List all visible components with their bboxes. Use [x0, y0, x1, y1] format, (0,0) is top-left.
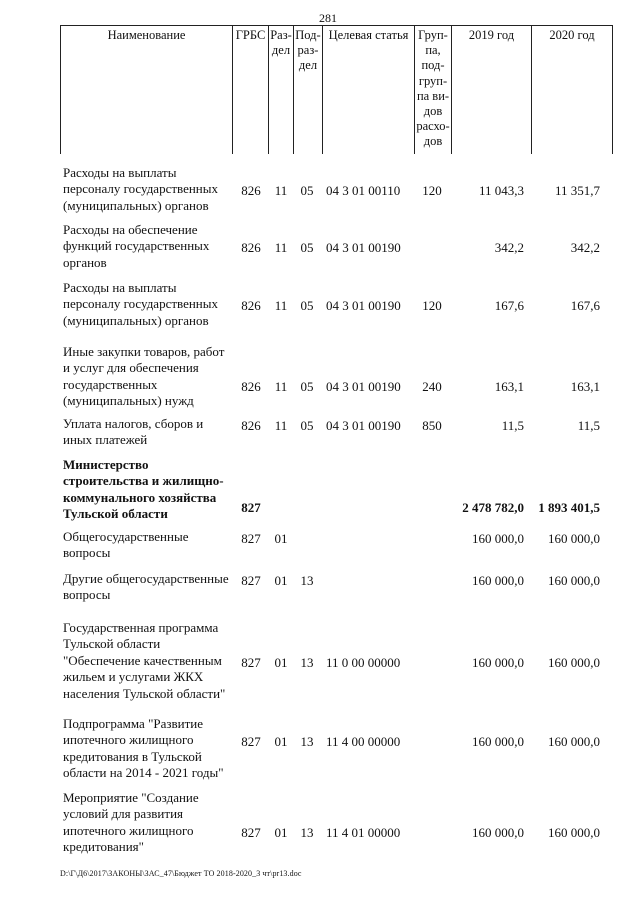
header-2019: 2019 год: [451, 26, 531, 154]
row-name-line: области на 2014 - 2021 годы": [63, 765, 224, 781]
row-name: [63, 222, 238, 271]
header-name: Наименование: [60, 26, 232, 154]
group-cell: 120: [422, 298, 442, 314]
razdel-cell: 01: [274, 573, 288, 588]
row-name-line: (муниципальных) органов: [63, 312, 209, 328]
group-cell: 240: [422, 378, 442, 394]
target-article-cell: 04 3 01 00190: [326, 418, 401, 433]
target-article-cell: 11 0 00 00000: [326, 654, 401, 670]
row-name-line: условий для развития: [63, 806, 184, 822]
podrazdel-cell: 05: [300, 378, 314, 394]
podrazdel-cell: 13: [300, 573, 314, 588]
row-name: [63, 716, 238, 782]
row-name-line: Тульской области: [63, 506, 168, 522]
value-2020-cell: 167,6: [570, 298, 600, 314]
header-group-line: груп-: [418, 73, 448, 88]
row-name-line: иных платежей: [63, 432, 148, 448]
row-name-line: Государственная программа: [63, 620, 219, 635]
value-2019-cell: 11,5: [501, 418, 524, 433]
grbs-cell: 826: [241, 298, 261, 314]
value-2020-cell: 160 000,0: [548, 573, 600, 588]
header-group-line: па ви-: [416, 88, 450, 103]
header-podrazdel-line: дел: [298, 58, 318, 73]
header-group-line: Груп-: [418, 28, 448, 42]
value-2020-cell: 163,1: [570, 378, 600, 394]
target-article-cell: 11 4 00 00000: [326, 734, 401, 750]
header-group-line: па,: [425, 43, 441, 58]
row-name-line: функций государственных: [63, 238, 210, 254]
header-razdel-line: Раз-: [270, 28, 292, 42]
value-2020-cell: 11 351,7: [554, 183, 600, 199]
row-name-line: Расходы на выплаты: [63, 165, 177, 180]
value-2019-cell: 167,6: [494, 298, 524, 314]
value-2019-cell: 160 000,0: [472, 531, 524, 546]
row-name-line: кредитования в Тульской: [63, 748, 202, 764]
row-name: [63, 416, 238, 449]
grbs-cell: 826: [241, 418, 261, 433]
value-2020-cell: 1 893 401,5: [538, 499, 600, 515]
podrazdel-cell: 05: [300, 298, 314, 314]
grbs-cell: 827: [241, 824, 261, 840]
row-name-line: населения Тульской области": [63, 685, 226, 701]
page-number: 281: [319, 11, 337, 25]
value-2019-cell: 160 000,0: [472, 573, 524, 588]
row-name-line: (муниципальных) нужд: [63, 393, 194, 409]
header-group-line: дов: [423, 104, 443, 119]
row-name-line: ипотечного жилищного: [63, 732, 194, 748]
row-name: [63, 529, 238, 562]
value-2019-cell: 160 000,0: [472, 824, 524, 840]
row-name-line: кредитования": [63, 839, 144, 855]
header-razdel-line: дел: [271, 43, 291, 58]
row-name-line: Подпрограмма "Развитие: [63, 716, 204, 731]
row-name-line: Иные закупки товаров, работ: [63, 344, 225, 359]
podrazdel-cell: 05: [300, 240, 314, 256]
header-group: [414, 26, 451, 154]
file-path-footer: D:\Г\Д6\2017\ЗАКОНЫ\ЗАС_47\Бюджет ТО 2018-2020_3 чт\pr13.doc: [60, 869, 302, 878]
razdel-cell: 11: [274, 183, 288, 199]
row-name-line: "Обеспечение качественным: [63, 652, 222, 668]
row-name: [63, 620, 238, 702]
razdel-cell: 01: [274, 654, 288, 670]
row-name-line: персоналу государственных: [63, 181, 219, 197]
header-grbs: ГРБС: [232, 26, 268, 154]
group-cell: 120: [422, 183, 442, 199]
header-podrazdel: [293, 26, 322, 154]
header-group-line: под-: [421, 58, 445, 73]
row-name-line: жильем и услугами ЖКХ: [63, 669, 204, 685]
target-article-cell: 04 3 01 00190: [326, 240, 401, 256]
value-2020-cell: 160 000,0: [548, 531, 600, 546]
group-cell: 850: [422, 418, 442, 433]
value-2019-cell: 2 478 782,0: [462, 499, 524, 515]
row-name-line: Расходы на выплаты: [63, 280, 177, 295]
row-name-line: государственных: [63, 376, 158, 392]
podrazdel-cell: 05: [300, 418, 314, 433]
row-name-line: органов: [63, 254, 107, 270]
value-2020-cell: 342,2: [570, 240, 600, 256]
target-article-cell: 04 3 01 00190: [326, 298, 401, 314]
razdel-cell: 01: [274, 531, 288, 546]
grbs-cell: 827: [241, 531, 261, 546]
grbs-cell: 826: [241, 183, 261, 199]
header-target-article: Целевая статья: [322, 26, 414, 154]
row-name: [63, 790, 238, 856]
target-article-cell: 04 3 01 00110: [326, 183, 401, 199]
value-2020-cell: 11,5: [577, 418, 600, 433]
row-name: [63, 457, 243, 523]
header-razdel: [268, 26, 293, 154]
header-podrazdel-line: раз-: [297, 43, 319, 58]
row-name-line: вопросы: [63, 545, 111, 561]
row-name-line: и услуг для обеспечения: [63, 360, 199, 376]
header-group-line: расхо-: [416, 119, 450, 134]
row-name-line: (муниципальных) органов: [63, 197, 209, 213]
grbs-cell: 826: [241, 378, 261, 394]
grbs-cell: 827: [241, 654, 261, 670]
grbs-cell: 826: [241, 240, 261, 256]
value-2019-cell: 160 000,0: [472, 654, 524, 670]
row-name: [63, 280, 238, 329]
grbs-cell: 827: [241, 573, 261, 588]
row-name-line: Уплата налогов, сборов и: [63, 416, 204, 431]
razdel-cell: 11: [274, 378, 288, 394]
razdel-cell: 01: [274, 734, 288, 750]
row-name-line: Мероприятие "Создание: [63, 790, 199, 805]
razdel-cell: 01: [274, 824, 288, 840]
row-name-line: Министерство: [63, 457, 149, 472]
razdel-cell: 11: [274, 240, 288, 256]
value-2020-cell: 160 000,0: [548, 654, 600, 670]
row-name-line: Тульской области: [63, 636, 161, 652]
razdel-cell: 11: [274, 298, 288, 314]
grbs-cell: 827: [241, 734, 261, 750]
value-2020-cell: 160 000,0: [548, 824, 600, 840]
value-2019-cell: 163,1: [494, 378, 524, 394]
podrazdel-cell: 13: [300, 734, 314, 750]
row-name: [63, 344, 238, 410]
row-name-line: вопросы: [63, 587, 111, 603]
grbs-cell: 827: [241, 499, 261, 515]
value-2019-cell: 11 043,3: [478, 183, 524, 199]
row-name-line: Расходы на обеспечение: [63, 222, 198, 237]
row-name-line: персоналу государственных: [63, 296, 219, 312]
row-name-line: Общегосударственные: [63, 529, 189, 544]
row-name-line: строительства и жилищно-: [63, 473, 224, 489]
value-2019-cell: 160 000,0: [472, 734, 524, 750]
podrazdel-cell: 13: [300, 654, 314, 670]
row-name: [63, 165, 238, 214]
row-name-line: коммунального хозяйства: [63, 489, 217, 505]
header-2020: 2020 год: [531, 26, 613, 154]
row-name-line: ипотечного жилищного: [63, 822, 194, 838]
target-article-cell: 04 3 01 00190: [326, 378, 401, 394]
header-podrazdel-line: Под-: [295, 28, 321, 42]
value-2020-cell: 160 000,0: [548, 734, 600, 750]
row-name: [63, 571, 238, 604]
razdel-cell: 11: [274, 418, 288, 433]
row-name-line: Другие общегосударственные: [63, 571, 229, 586]
podrazdel-cell: 13: [300, 824, 314, 840]
value-2019-cell: 342,2: [494, 240, 524, 256]
target-article-cell: 11 4 01 00000: [326, 824, 401, 840]
header-group-line: дов: [423, 134, 443, 149]
podrazdel-cell: 05: [300, 183, 314, 199]
